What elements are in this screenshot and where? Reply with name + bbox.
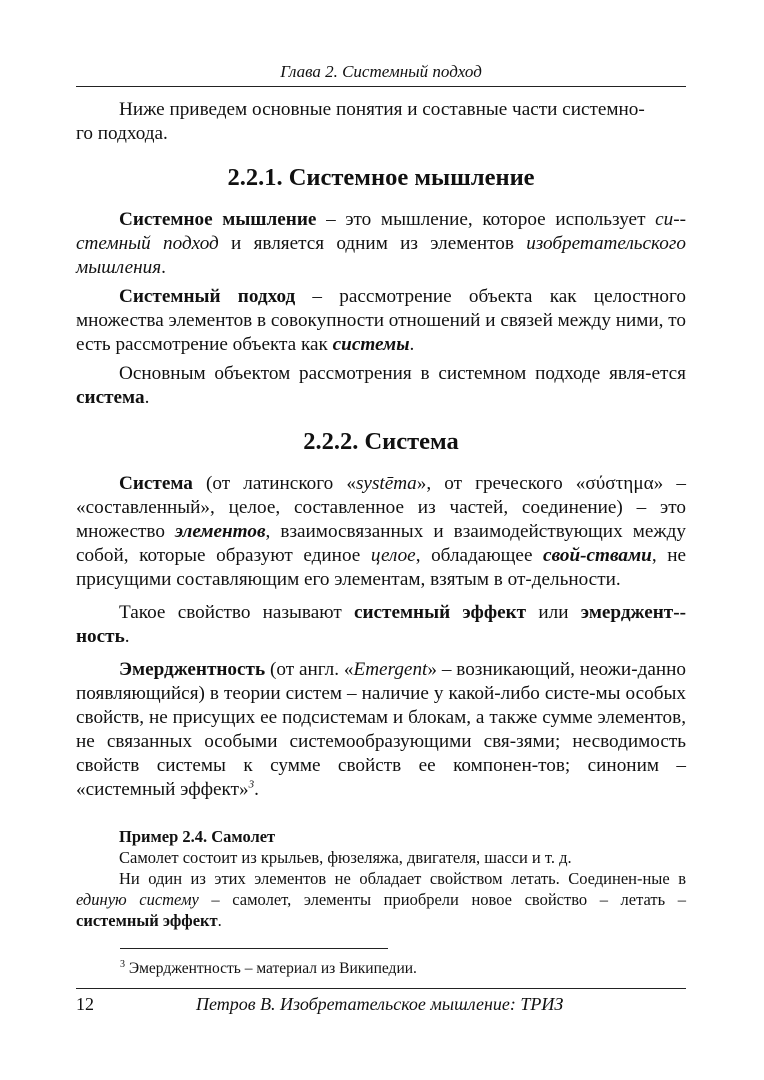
header-rule [76,86,686,87]
section-heading-2-2-1: 2.2.1. Системное мышление [227,164,535,191]
page-number: 12 [76,994,94,1014]
footnote: $^3$ Эмерджентность – материал из Википедии. [120,959,417,978]
paragraph-system-effect: Такое свойство называют системный эффект или эмерджент-ность. [76,602,686,647]
running-header: Глава 2. Системный подход [280,62,482,81]
footer-rule [76,988,686,989]
example-paragraph-2: Ни один из этих элементов не обладает свойством летать. Соединен-ные в единую систему – самолет, элементы приобрели новое свойство – летать – системный эффект. [76,869,686,930]
example-line-1: Самолет состоит из крыльев, фюзеляжа, двигателя, шасси и т. д. [119,848,572,867]
paragraph-main-object: Основным объектом рассмотрения в системном подходе явля-ется система. [76,363,686,408]
paragraph-emergence: Эмерджентность (от англ. «Emergent» – возникающий, неожи-данно появляющийся) в теории систем – наличие у какой-либо систе-мы особых свойств, не присущих ее подсистемам и блокам, а также сумме элементов, не связанных особыми системообразующими свя-зями; несводимость свойств системы к сумме свойств ее компонен-тов; синоним – «системный эффект»$^3$. [76,659,687,800]
example-title: Пример 2.4. Самолет [119,827,276,846]
page-body [76,98,686,931]
footnote-mark: 3 [120,959,125,970]
paragraph-systems-thinking: Системное мышление – это мышление, которое использует си-стемный подход и является одним из элементов изобретательского мышления. [76,209,687,278]
paragraph-system-definition: Система (от латинского «systēma», от греческого «σύστημα» – «составленный», целое, составленное из частей, соединение) – это множество элементов, взаимосвязанных и взаимодействующих между собой, которые образуют единое целое, обладающее свой-ствами, не присущими составляющим его элементам, взятым в от-дельности. [76,473,687,590]
section-heading-2-2-2: 2.2.2. Система [303,428,459,455]
paragraph-systems-approach: Системный подход – рассмотрение объекта как целостного множества элементов в совокупности отношений и связей между ними, то есть рассмотрение объекта как системы. [76,286,686,355]
book-citation: Петров В. Изобретательское мышление: ТРИЗ [196,994,564,1014]
footnote-rule [120,948,388,949]
intro-paragraph: Ниже приведем основные понятия и составные части системно- го подхода. [76,99,645,144]
footnote-reference[interactable]: 3 [248,778,255,791]
